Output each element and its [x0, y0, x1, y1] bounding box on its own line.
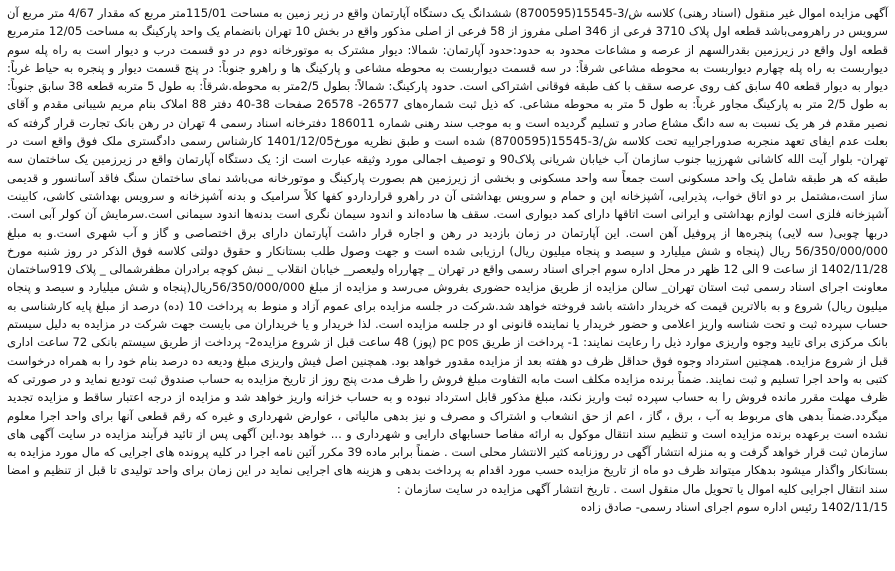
notice-signature: 1402/11/15 رئیس اداره سوم اجرای اسناد رسمی- صادق زاده — [580, 500, 888, 515]
notice-body: آگهی مزایده اموال غیر منقول (اسناد رهنی) کلاسه ش/3-15545(8700595) ششدانگ یک دستگاه آپارتمان واقع در زیر زمین به مساحت 115/01متر مربع که مقدار 4/67 متر مربع آن سرویس در راهرومی‌باشد قطعه اول پلاک 3710 فرعی از 346 اصلی مفروز از 58 فرعی از اصلی مذکور واقع در بخش 10 تهران بانضمام یک واحد پارکینگ به مساحت 12/05 مترمربع قطعه اول واقع در زیرزمین بقدرالسهم از عرصه و مشاعات محدود به حدود:حدود آپارتمان: شمالا: دیوار مشترک به موتورخانه دوم در دو قسمت درب و دیوار است به راه پله سوم دیواربست به راه پله چهارم دیواربست به محوطه مشاعی شرقاً: در سه قسمت دیواربست به محوطه مشاعی و پارکینگ ها و راهرو جنوباً: در پنج قسمت دیوار و پنجره به حیاط غرباً: دیوار به دیوار قطعه 40 سابق کف روی عرصه سقف با کف طبقه فوقانی اشتراکی است. حدود پارکینگ: شمالاً: بطول 2/5متر به محوطه.شرقاً: به طول 5 متربه قطعه 38 سابق جنوباً: به طول 2/5 متر به پارکینگ مجاور غرباً: به طول 5 متر به محوطه مشاعی. که ذیل ثبت شماره‌های 26577- 26578 صفحات 38-40 دفتر 88 املاک بنام مریم شیبانی مقدم و آقای نصیر مقدم فر هر یک نسبت به سه دانگ مشاع صادر و تسلیم گردیده است و به موجب سند رهنی شماره 186011 دفترخانه اسناد رسمی 4 تهران در رهن بانک تجارت قرار گرفته که بعلت عدم ایفای تعهد منجربه صدوراجراییه تحت کلاسه ش/3-15545(8700595) شده است و طبق نظریه مورخ1401/12/05 کارشناس رسمی دادگستری ملک فوق واقع است در تهران- بلوار آیت الله کاشانی شهرزیبا جنوب سازمان آب خیابان شریانی پلاک90 و توصیف اجمالی مورد وثیقه عبارت است از: یک دستگاه آپارتمان واقع در زیرزمین یک ساختمان سه طبقه که هر طبقه شامل یک واحد مسکونی است جمعاً سه واحد مسکونی و بخشی از زیرزمین هم بصورت پارکینگ و موتورخانه می‌باشد نمای ساختمان سنگ فاقد آسانسور و قدیمی ساز است،مشتمل بر دو اتاق خواب، پذیرایی، آشپزخانه اپن و حمام و سرویس بهداشتی آن در راهرو قرارداردو کفها کلاً سرامیک و بدنه آشپزخانه و سرویس بهداشتی کاشی، کابینت آشپزخانه فلزی است لوازم بهداشتی و ایرانی است اتاقها دارای کمد دیواری است. سقف ها ساده‌اند و اندود سیمان نگری است بدنه‌ها اندود سیمانی است.سرمایش آن کولر آبی است. دربها چوبی( سه لایی) پنجره‌ها از پروفیل آهن است. این آپارتمان در زمان بازدید در رهن و اجاره قرار داشت آپارتمان دارای برق اختصاصی و گاز و آب شهری است.و به مبلغ 56/350/000/000 ریال (پنجاه و شش میلیارد و سیصد و پنجاه میلیون ریال) ارزیابی شده است و جهت وصول طلب بستانکار و حقوق دولتی کلاسه فوق الذکر در روز شنبه مورخ 1402/11/28 از ساعت 9 الی 12 ظهر در محل اداره سوم اجرای اسناد رسمی واقع در تهران _ چهارراه ولیعصر_ خیابان انقلاب _ نبش کوچه برادران مظفرشمالی _ پلاک 919ساختمان معاونت اجرای اسناد رسمی ثبت استان تهران_ سالن مزایده از طریق مزایده حضوری بفروش می‌رسد و مزایده از مبلغ 56/350/000/000ریال(پنجاه و شش میلیارد و سیصد و پنجاه میلیون ریال) شروع و به بالاترین قیمت که خریدار داشته باشد فروخته خواهد شد.شرکت در جلسه مزایده برای عموم آزاد و منوط به پرداخت 10 (ده) درصد از مبلغ پایه کارشناسی به حساب سپرده ثبت و تحت شناسه واریز اعلامی و حضور خریدار یا نماینده قانونی او در جلسه مزایده است. لذا خریدار و یا خریداران می بایست جهت شرکت در مزایده به دلیل سیستم بانک مرکزی برای تایید وجوه واریزی موارد ذیل را رعایت نمایند: 1- پرداخت از طریق pc pos (پوز) 48 ساعت قبل از شروع مزایده2- پرداخت از طریق سیستم بانکی 72 ساعت اداری قبل از شروع مزایده. همچنین استرداد وجوه فوق حداقل ظرف دو هفته بعد از مزایده مقدور خواهد بود. همچنین اصل فیش واریزی مبلغ ودیعه ده درصد بنام خود را به همراه درخواست کتبی به واحد اجرا تسلیم و ثبت نمایند. ضمناً برنده مزایده مکلف است مابه التفاوت مبلغ فروش را ظرف مدت پنج روز از تاریخ مزایده به حساب صندوق ثبت تودیع نماید و در صورتی که ظرف مهلت مقرر مانده فروش را به حساب سپرده ثبت واریز نکند، مبلغ مذکور قابل استرداد نبوده و به حساب خزانه واریز خواهد شد و مزایده از درجه اعتبار ساقط و مزایده تجدید میگردد.ضمناً بدهی های مربوط به آب ، برق ، گاز ، اعم از حق انشعاب و اشتراک و مصرف و نیز بدهی مالیاتی ، عوارض شهرداری و غیره که رقم قطعی آنها برای واحد اجرا معلوم نشده است برعهده برنده مزایده است و تنظیم سند انتقال موکول به ارائه مفاصا حسابهای دارایی و شهرداری و ... خواهد بود.این آگهی پس از تائید فرآیند مزایده در سایت آگهی های سازمان ثبت قرار خواهد گرفت و به منزله انتشار آگهی در روزنامه کثیر الانتشار محلی است . ضمناً برابر ماده 39 مکرر آئین نامه اجرا در کلیه پرونده های اجرایی که مال مورد مزایده به بستانکار واگذار میشود بدهکار میتواند ظرف دو ماه از تاریخ مزایده حسب مورد اقدام به پرداخت بدهی و هزینه های اجرایی نماید در این زمان برای واحد تولیدی تا قبل از تنظیم و امضا سند انتقال اجرایی کلیه اموال یا تحویل مال منقول است . تاریخ انتشار آگهی مزایده در سایت سازمان : — [7, 6, 889, 496]
